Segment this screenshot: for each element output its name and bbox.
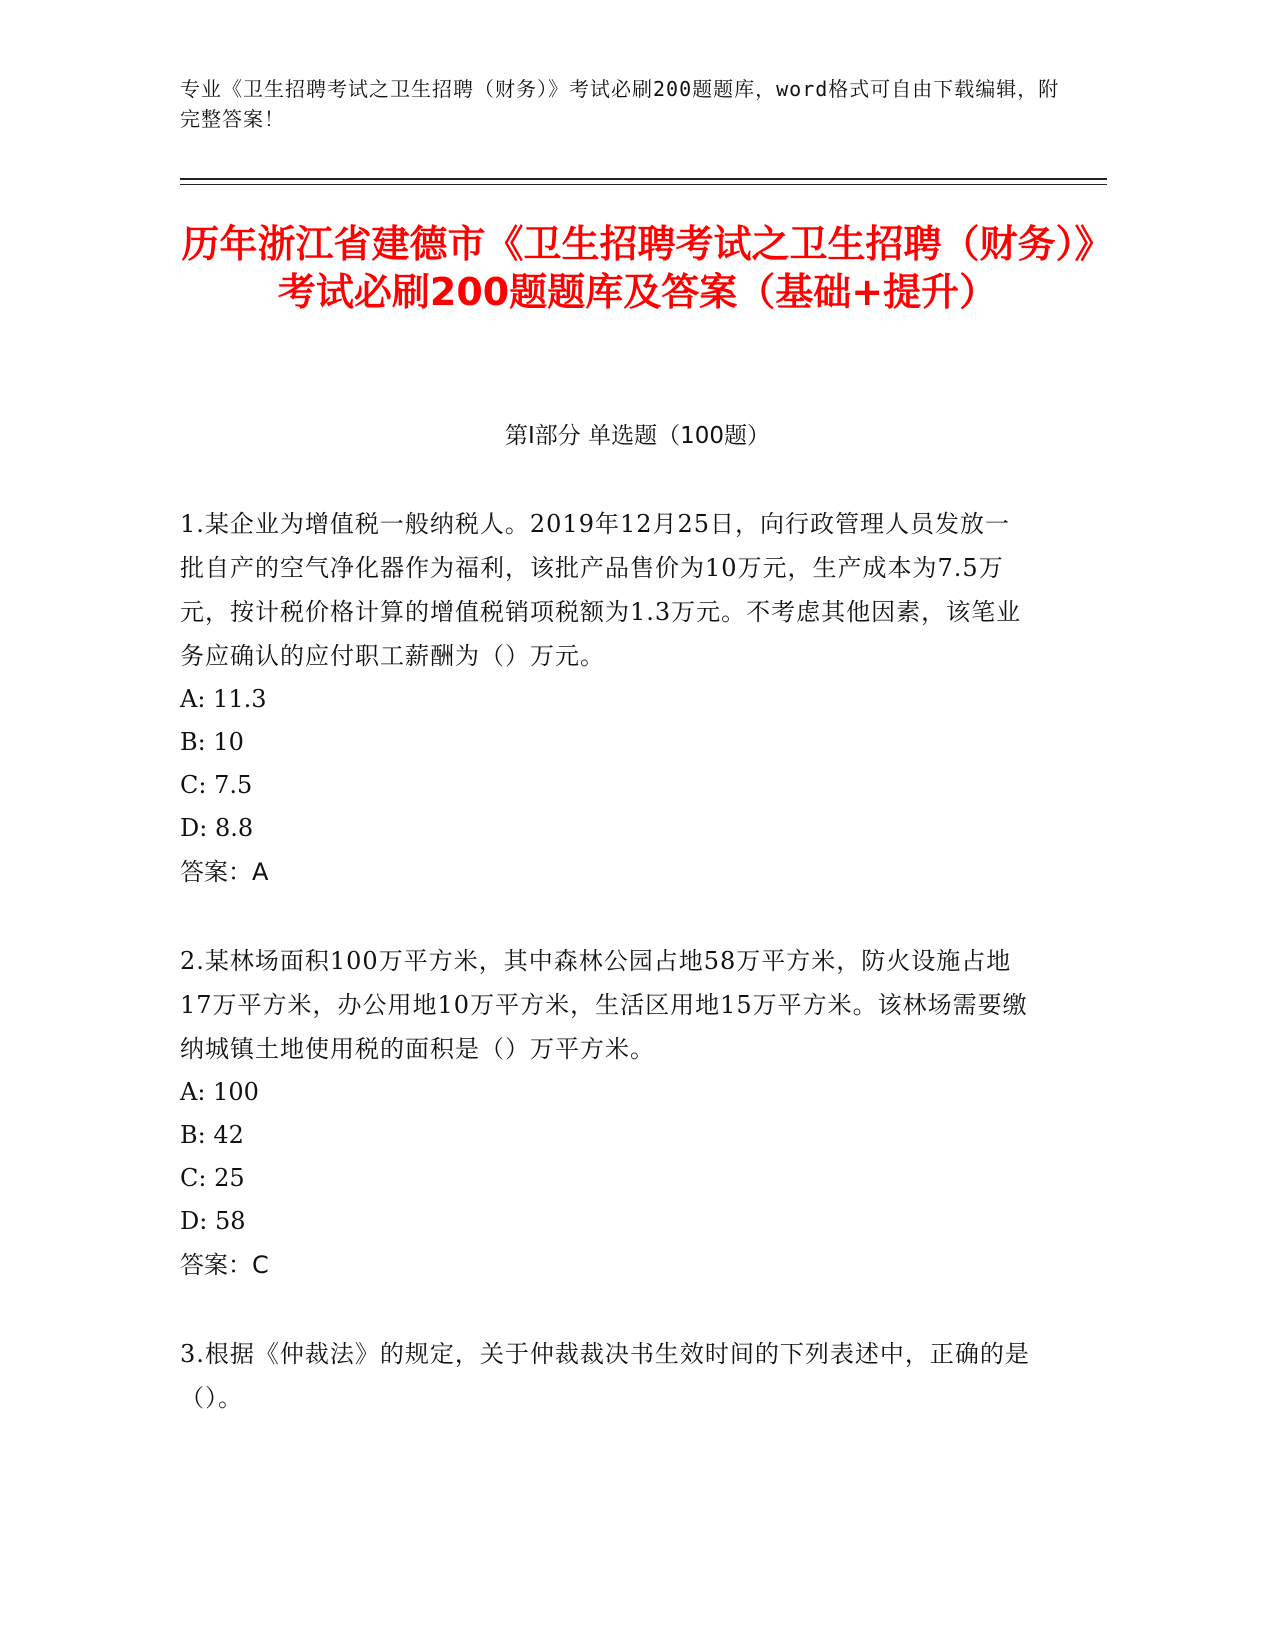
header-note: 专业《卫生招聘考试之卫生招聘（财务）》考试必刷200题题库，word格式可自由下载编辑，附完整答案！ xyxy=(180,77,1060,131)
option-c: C: 7.5 xyxy=(180,771,253,799)
document-title: 历年浙江省建德市《卫生招聘考试之卫生招聘（财务）》考试必刷200题题库及答案（基础+提升） xyxy=(181,222,1094,314)
option-a: A: 11.3 xyxy=(180,685,267,713)
header-divider-thick xyxy=(180,178,1107,180)
question-text: 1.某企业为增值税一般纳税人。2019年12月25日，向行政管理人员发放一批自产的空气净化器作为福利，该批产品售价为10万元，生产成本为7.5万元，按计税价格计算的增值税销项税额为1.3万元。不考虑其他因素，该笔业务应确认的应付职工薪酬为（）万元。 xyxy=(180,510,1022,670)
option-b: B: 10 xyxy=(180,728,244,756)
option-d: D: 8.8 xyxy=(180,814,254,842)
answer: 答案：A xyxy=(180,858,269,886)
option-b: B: 42 xyxy=(180,1121,244,1149)
question-text: 2.某林场面积100万平方米，其中森林公园占地58万平方米，防火设施占地17万平方米，办公用地10万平方米，生活区用地15万平方米。该林场需要缴纳城镇土地使用税的面积是（）万平方米。 xyxy=(180,947,1028,1063)
option-d: D: 58 xyxy=(180,1207,246,1235)
option-c: C: 25 xyxy=(180,1164,245,1192)
section-title: 第Ⅰ部分 单选题（100题） xyxy=(505,423,770,449)
question-3 xyxy=(180,1332,1030,1420)
answer: 答案：C xyxy=(180,1251,269,1279)
question-1 xyxy=(180,502,1030,894)
question-2 xyxy=(180,939,1030,1287)
header-divider-thin xyxy=(180,184,1107,185)
question-text: 3.根据《仲裁法》的规定，关于仲裁裁决书生效时间的下列表述中，正确的是（）。 xyxy=(180,1340,1030,1412)
option-a: A: 100 xyxy=(180,1078,259,1106)
